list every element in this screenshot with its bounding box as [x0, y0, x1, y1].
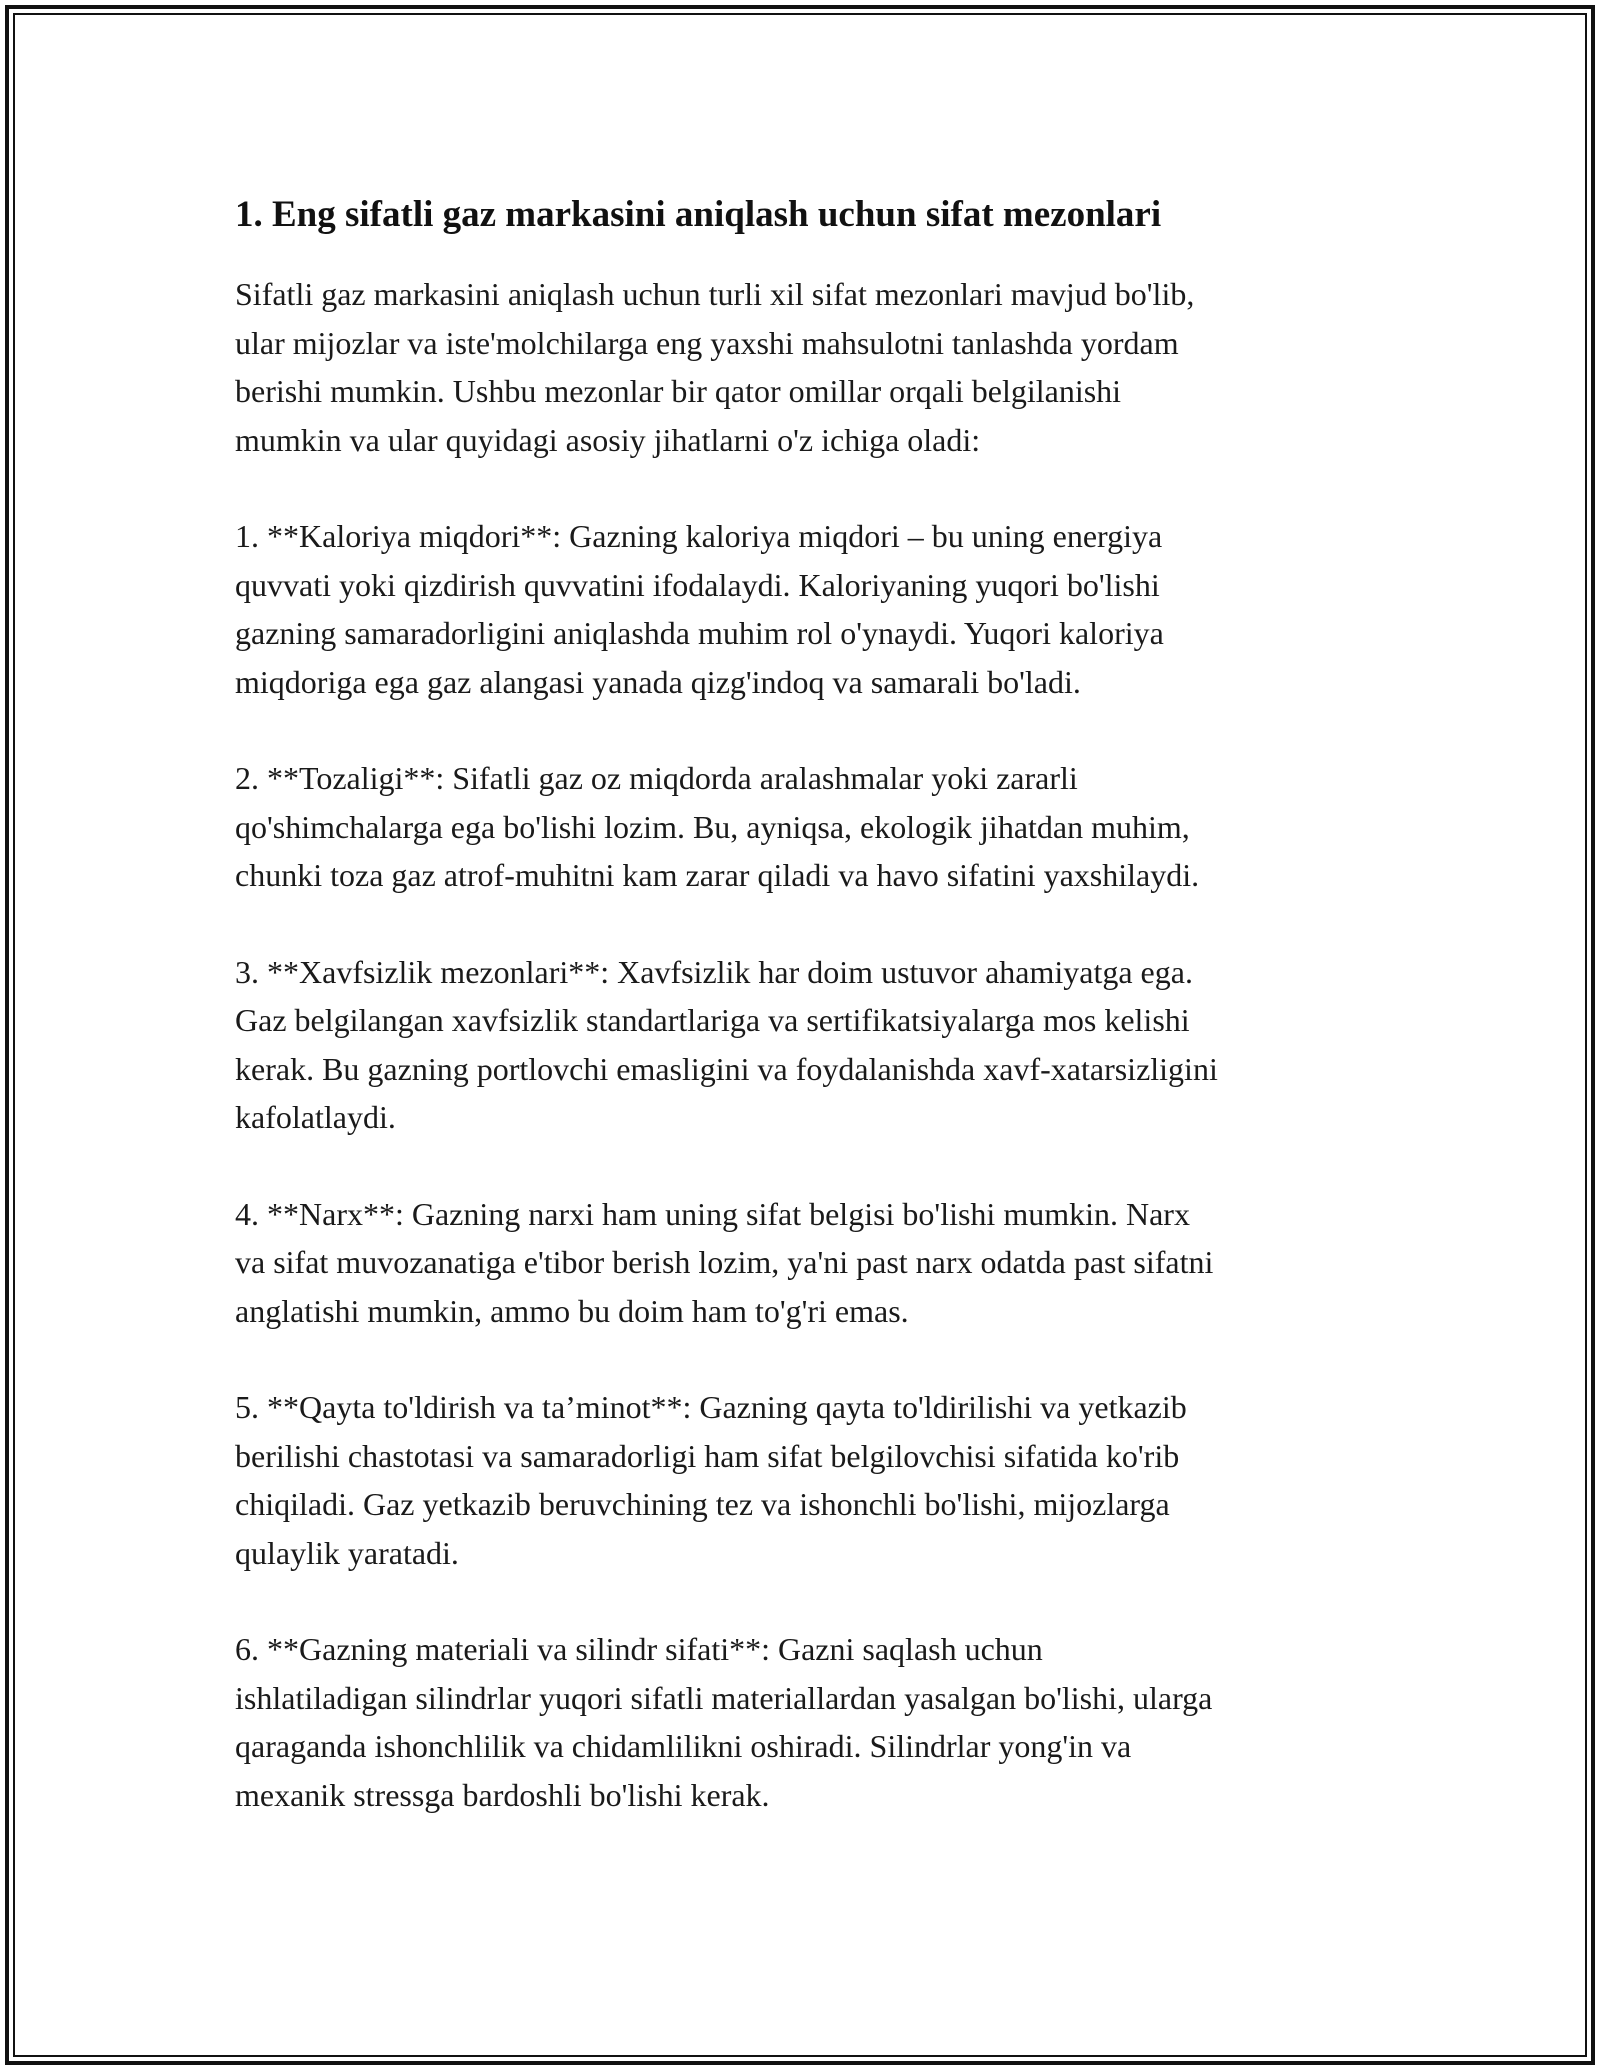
text-line: Gaz belgilangan xavfsizlik standartlariga va sertifikatsiyalarga mos kelishi — [235, 1002, 1190, 1038]
document-body — [235, 186, 1380, 1819]
text-line: kafolatlaydi. — [235, 1099, 396, 1135]
text-line: 6. **Gazning materiali va silindr sifati**: Gazni saqlash uchun — [235, 1631, 1043, 1667]
text-line: anglatishi mumkin, ammo bu doim ham to'g'ri emas. — [235, 1292, 909, 1329]
text-line: mumkin va ular quyidagi asosiy jihatlarni o'z ichiga oladi: — [235, 421, 981, 458]
criterion-paragraph-calorie — [235, 512, 1380, 706]
text-line: mexanik stressga bardoshli bo'lishi kerak. — [235, 1776, 770, 1813]
criterion-paragraph-price — [235, 1190, 1380, 1336]
text-line: quvvati yoki qizdirish quvvatini ifodalaydi. Kaloriyaning yuqori bo'lishi — [235, 566, 1160, 603]
criterion-paragraph-safety — [235, 948, 1380, 1142]
text-line: qaraganda ishonchlilik va chidamlilikni oshiradi. Silindrlar yong'in va — [235, 1728, 1132, 1764]
text-line: berishi mumkin. Ushbu mezonlar bir qator omillar orqali belgilanishi — [235, 373, 1122, 409]
intro-paragraph — [235, 270, 1380, 464]
text-line: ishlatiladigan silindrlar yuqori sifatli materiallardan yasalgan bo'lishi, ularga — [235, 1679, 1213, 1716]
text-line: 3. **Xavfsizlik mezonlari**: Xavfsizlik har doim ustuvor ahamiyatga ega. — [235, 953, 1193, 990]
text-line: chiqiladi. Gaz yetkazib beruvchining tez va ishonchli bo'lishi, mijozlarga — [235, 1486, 1170, 1522]
text-line: qo'shimchalarga ega bo'lishi lozim. Bu, ayniqsa, ekologik jihatdan muhim, — [235, 808, 1190, 845]
text-line: Sifatli gaz markasini aniqlash uchun turli xil sifat mezonlari mavjud bo'lib, — [235, 276, 1195, 312]
criterion-paragraph-purity — [235, 754, 1380, 900]
text-line: va sifat muvozanatiga e'tibor berish lozim, ya'ni past narx odatda past sifatni — [235, 1244, 1214, 1280]
criterion-paragraph-refill — [235, 1383, 1380, 1577]
text-line: 1. **Kaloriya miqdori**: Gazning kaloriya miqdori – bu uning energiya — [235, 518, 1163, 554]
text-line: gazning samaradorligini aniqlashda muhim rol o'ynaydi. Yuqori kaloriya — [235, 615, 1164, 651]
text-line: 5. **Qayta to'ldirish va ta’minot**: Gazning qayta to'ldirilishi va yetkazib — [235, 1389, 1187, 1425]
text-line: berilishi chastotasi va samaradorligi ham sifat belgilovchisi sifatida ko'rib — [235, 1437, 1180, 1474]
text-line: ular mijozlar va iste'molchilarga eng yaxshi mahsulotni tanlashda yordam — [235, 324, 1179, 361]
text-line: miqdoriga ega gaz alangasi yanada qizg'indoq va samarali bo'ladi. — [235, 663, 1081, 700]
text-line: qulaylik yaratadi. — [235, 1534, 459, 1571]
criterion-paragraph-cylinder — [235, 1625, 1380, 1819]
text-line: kerak. Bu gazning portlovchi emasligini va foydalanishda xavf-xatarsizligini — [235, 1050, 1218, 1087]
text-line: 2. **Tozaligi**: Sifatli gaz oz miqdorda aralashmalar yoki zararli — [235, 760, 1078, 796]
document-title: 1. Eng sifatli gaz markasini aniqlash uchun sifat mezonlari — [235, 194, 1162, 235]
text-line: 4. **Narx**: Gazning narxi ham uning sifat belgisi bo'lishi mumkin. Narx — [235, 1195, 1190, 1232]
text-line: chunki toza gaz atrof-muhitni kam zarar qiladi va havo sifatini yaxshilaydi. — [235, 857, 1200, 893]
